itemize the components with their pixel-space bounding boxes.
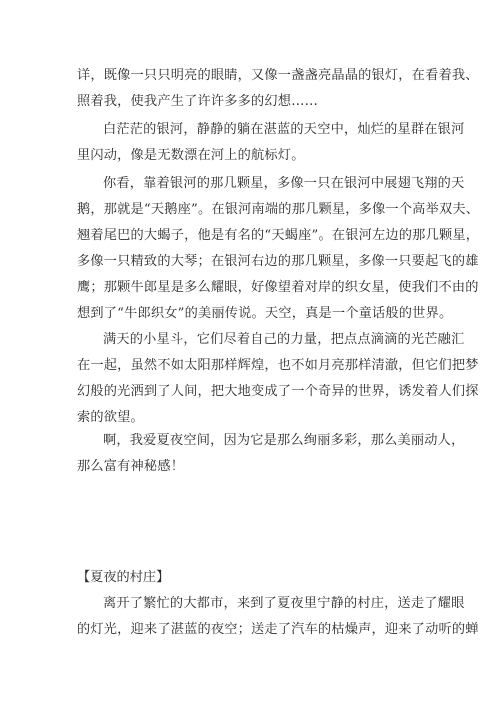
paragraph-line: 多像一只精致的大琴；在银河右边的那几颗星，多像一只要起飞的雄 [77,254,479,269]
paragraph-line: 里闪动，像是无数漂在河上的航标灯。 [77,148,305,163]
paragraph-line: 照着我，使我产生了许许多多的幻想…… [77,94,318,109]
paragraph-constellations [77,171,480,327]
paragraph-milky-way [77,117,465,169]
paragraph-line: 的灯光，迎来了湛蓝的夜空；送走了汽车的枯燥声，迎来了动听的蝉 [77,622,479,637]
paragraph-line: 鹅，那就是“天鹅座”。在银河南端的那几颗星，多像一个高举双夫、 [77,202,480,217]
paragraph-little-stars [77,327,479,431]
paragraph-line: 索的欲望。 [77,410,144,425]
paragraph-line: 翘着尾巴的大蝎子，他是有名的“天蝎座”。在银河左边的那几颗星， [77,228,480,243]
paragraph-line: 在一起，虽然不如太阳那样辉煌，也不如月亮那样清澈，但它们把梦 [77,358,479,373]
section-title: 【夏夜的村庄】 [77,570,170,585]
paragraph-line: 鹰；那颗牛郎星是多么耀眼，好像望着对岸的织女星，使我们不由的 [77,280,479,295]
paragraph-continuation [77,63,479,115]
paragraph-line: 满天的小星斗，它们尽着自己的力量，把点点滴滴的光芒融汇 [103,332,465,347]
paragraph-line: 你看，靠着银河的那几颗星，多像一只在银河中展翅飞翔的天 [103,176,465,191]
paragraph-line: 详，既像一只只明亮的眼睛，又像一盏盏亮晶晶的银灯，在看着我、 [77,68,479,83]
paragraph-line: 那么富有神秘感！ [77,459,185,474]
paragraph-line: 啊，我爱夏夜空间，因为它是那么绚丽多彩，那么美丽动人， [103,433,465,448]
paragraph-line: 离开了繁忙的大都市，来到了夏夜里宁静的村庄，送走了耀眼 [103,596,465,611]
section-paragraph [77,591,479,643]
paragraph-conclusion [77,428,465,480]
paragraph-line: 想到了“牛郎织女”的美丽传说。天空，真是一个童话般的世界。 [77,306,453,321]
paragraph-line: 白茫茫的银河，静静的躺在湛蓝的天空中，灿烂的星群在银河 [103,122,465,137]
paragraph-line: 幻般的光洒到了人间，把大地变成了一个奇异的世界，诱发着人们探 [77,384,479,399]
